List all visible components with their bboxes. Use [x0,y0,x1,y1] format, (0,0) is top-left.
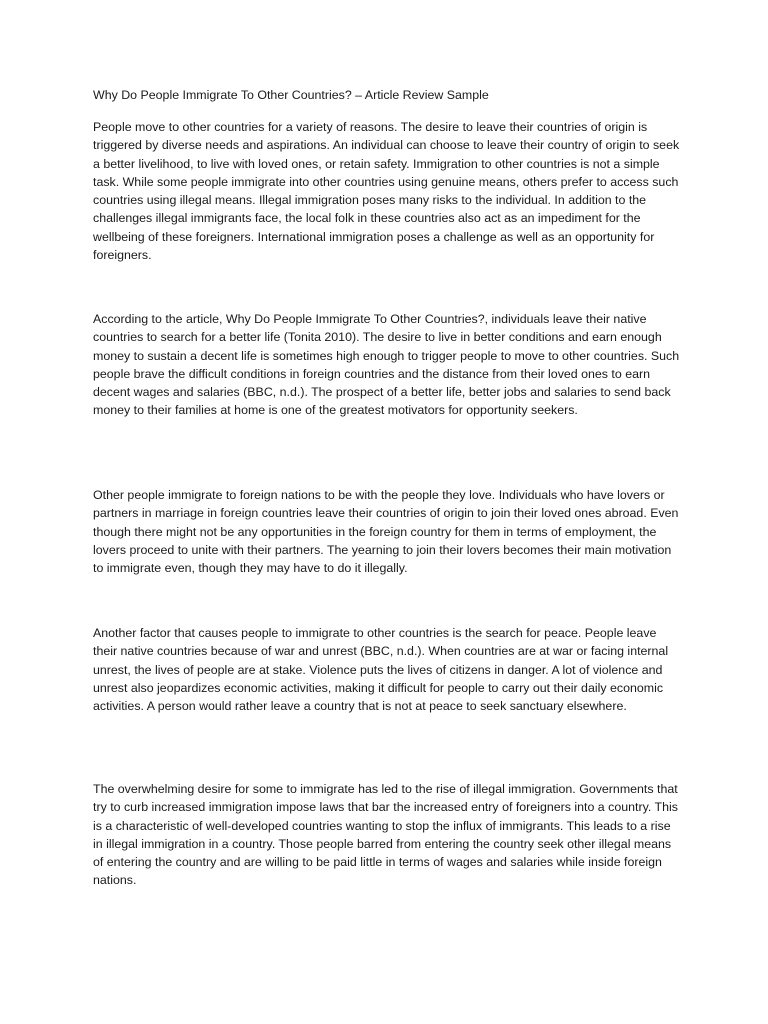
paragraph-loved-ones: Other people immigrate to foreign nations to be with the people they love. Individuals who have lovers or partners in marriage in foreign countries leave their countries of origin to join their loved ones abroad. Even though there might not be any opportunities in the foreign country for them in terms of employment, the lovers proceed to unite with their partners. The yearning to join their lovers becomes their main motivation to immigrate even, though they may have to do it illegally. [93,488,679,576]
document-title: Why Do People Immigrate To Other Countries? – Article Review Sample [93,88,489,102]
paragraph-illegal-immigration: The overwhelming desire for some to immigrate has led to the rise of illegal immigration. Governments that try to curb increased immigration impose laws that bar the increased entry of foreigners into a country. This is a characteristic of well-developed countries wanting to stop the influx of immigrants. This leads to a rise in illegal immigration in a country. Those people barred from entering the country seek other illegal means of entering the country and are willing to be paid little in terms of wages and salaries while inside foreign nations. [93,782,678,888]
paragraph-reasons-intro: People move to other countries for a variety of reasons. The desire to leave their countries of origin is triggered by diverse needs and aspirations. An individual can choose to leave their country of origin to seek a better livelihood, to live with loved ones, or retain safety. Immigration to other countries is not a simple task. While some people immigrate into other countries using genuine means, others prefer to access such countries using illegal means. Illegal immigration poses many risks to the individual. In addition to the challenges illegal immigrants face, the local folk in these countries also act as an impediment for the wellbeing of these foreigners. International immigration poses a challenge as well as an opportunity for foreigners. [93,120,680,263]
paragraph-search-for-peace: Another factor that causes people to immigrate to other countries is the search for peace. People leave their native countries because of war and unrest (BBC, n.d.). When countries are at war or facing internal unrest, the lives of people are at stake. Violence puts the lives of citizens in danger. A lot of violence and unrest also jeopardizes economic activities, making it difficult for people to carry out their daily economic activities. A person would rather leave a country that is not at peace to seek sanctuary elsewhere. [93,626,669,714]
paragraph-better-life: According to the article, Why Do People Immigrate To Other Countries?, individuals leave their native countries to search for a better life (Tonita 2010). The desire to live in better conditions and earn enough money to sustain a decent life is sometimes high enough to trigger people to move to other countries. Such people brave the difficult conditions in foreign countries and the distance from their loved ones to earn decent wages and salaries (BBC, n.d.). The prospect of a better life, better jobs and salaries to send back money to their families at home is one of the greatest motivators for opportunity seekers. [93,312,680,418]
